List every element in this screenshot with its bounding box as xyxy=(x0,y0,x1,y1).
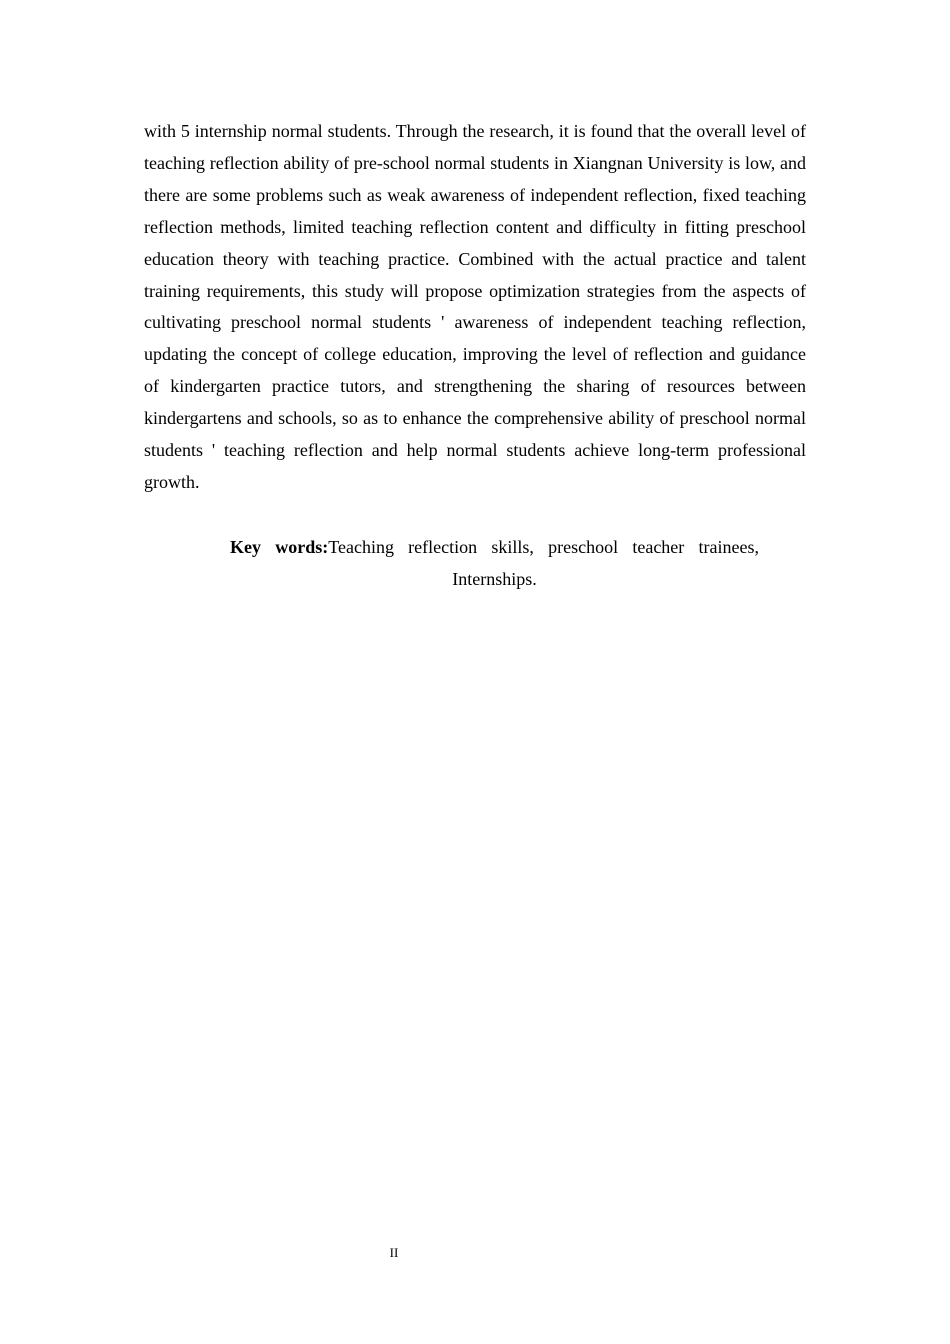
keywords-text: Teaching reflection skills, preschool teacher trainees, Internships. xyxy=(328,537,759,589)
keywords-line xyxy=(230,531,759,595)
keywords-label: Key words: xyxy=(230,537,329,557)
page-number: II xyxy=(389,1245,399,1260)
abstract-body-paragraph: with 5 internship normal students. Through the research, it is found that the overall level of teaching reflection ability of pre-school normal students in Xiangnan University is low, and there are some problems such as weak awareness of independent reflection, fixed teaching reflection methods, limited teaching reflection content and difficulty in fitting preschool education theory with teaching practice. Combined with the actual practice and talent training requirements, this study will propose optimization strategies from the aspects of cultivating preschool normal students ' awareness of independent teaching reflection, updating the concept of college education, improving the level of reflection and guidance of kindergarten practice tutors, and strengthening the sharing of resources between kindergartens and schools, so as to enhance the comprehensive ability of preschool normal students ' teaching reflection and help normal students achieve long-term professional growth. xyxy=(144,121,806,492)
